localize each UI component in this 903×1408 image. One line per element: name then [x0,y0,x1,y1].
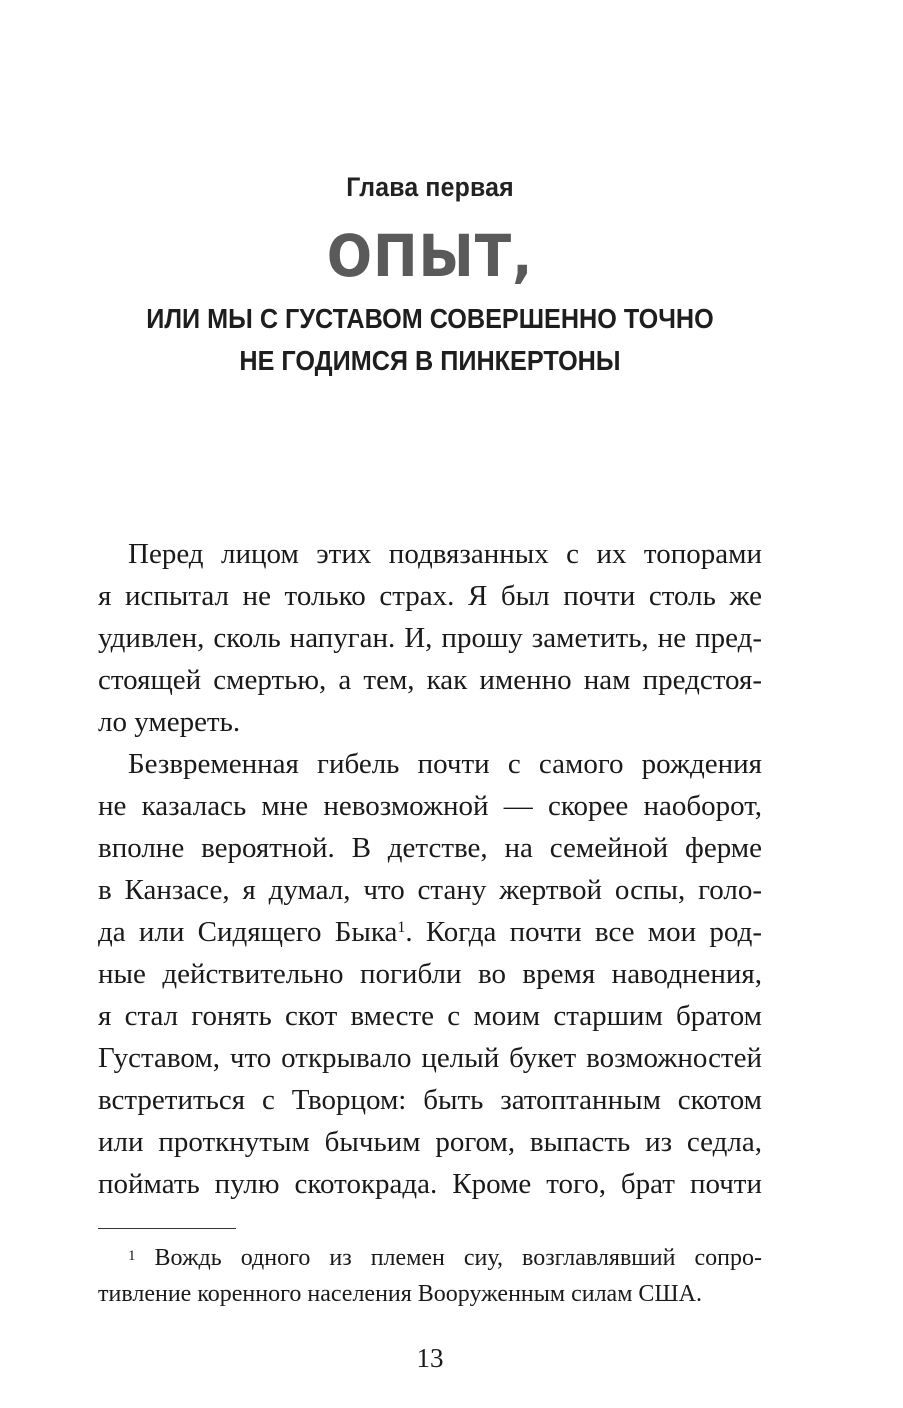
text-line: я испытал не только страх. Я был почти столь же [98,580,762,612]
body-text [98,533,762,1205]
text-line: стоящей смертью, а тем, как именно нам предстоя- [98,664,762,696]
text-line: встретиться с Творцом: быть затоптанным скотом [98,1084,762,1116]
text-line: Безвременная гибель почти с самого рождения [128,748,762,780]
text-line: поймать пулю скотокрада. Кроме того, брат почти [98,1168,762,1200]
text-line-with-footnote [98,911,762,953]
footnote-divider [98,1228,236,1229]
text-line: в Канзасе, я думал, что стану жертвой оспы, голо- [98,874,762,906]
chapter-title: ОПЫТ, [326,222,534,290]
text-line: Перед лицом этих подвязанных с их топорами [128,538,762,570]
text-line: ные действительно погибли во время наводнения, [98,958,762,990]
text-line: ло умереть. [98,706,241,738]
footnote-marker: 1 [128,1248,136,1264]
text-line: я стал гонять скот вместе с моим старшим братом [98,1000,762,1032]
text-line: удивлен, сколь напуган. И, прошу заметить, не пред- [98,622,762,654]
text-line: или проткнутым бычьим рогом, выпасть из седла, [98,1126,762,1158]
text-line: вполне вероятной. В детстве, на семейной ферме [98,832,762,864]
chapter-subtitle-line: ИЛИ МЫ С ГУСТАВОМ СОВЕРШЕННО ТОЧНО [146,303,714,334]
footnote-line [98,1240,762,1276]
text-segment: . Когда почти все мои род- [405,916,762,948]
text-segment: да или Сидящего Быка [98,916,398,948]
footnote [98,1240,762,1312]
chapter-subtitle-line: НЕ ГОДИМСЯ В ПИНКЕРТОНЫ [239,345,621,376]
chapter-subtitle [43,298,817,382]
page-number: 13 [416,1343,444,1373]
text-line: не казалась мне невозможной — скорее наоборот, [98,790,762,822]
footnote-text: Вождь одного из племен сиу, возглавлявший сопро- [135,1245,762,1271]
footnote-line: тивление коренного населения Вооруженным силам США. [98,1281,702,1307]
chapter-label: Глава первая [346,172,514,202]
text-line: Густавом, что открывало целый букет возможностей [98,1042,762,1074]
footnote-reference[interactable]: 1 [397,919,406,936]
